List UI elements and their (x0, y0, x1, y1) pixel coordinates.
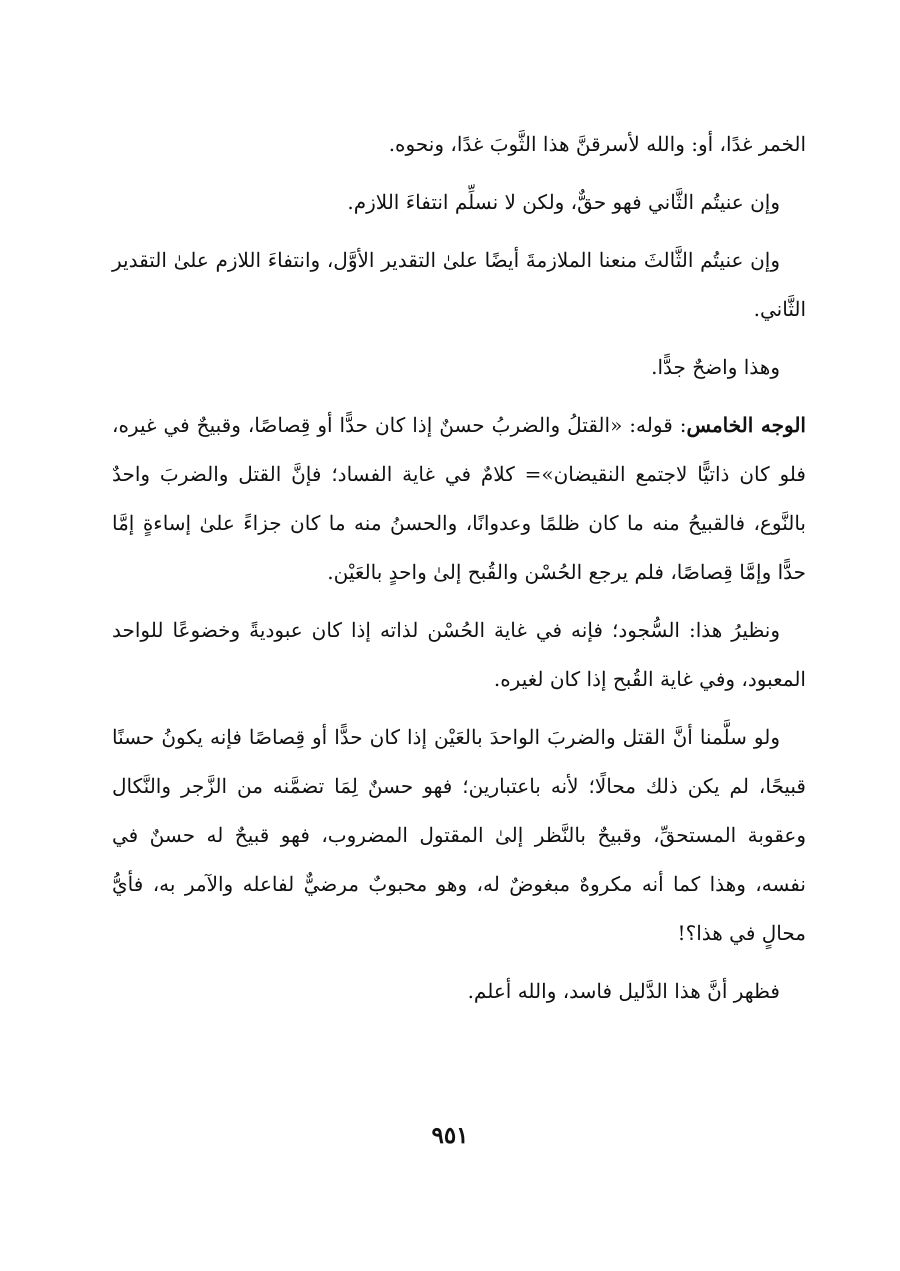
paragraph-text: فظهر أنَّ هذا الدَّليل فاسد، والله أعلم. (467, 979, 780, 1003)
paragraph-heading: الوجه الخامس (686, 413, 806, 437)
paragraph-text: وإن عنيتُم الثَّالثَ منعنا الملازمةَ أيضًا علىٰ التقدير الأوَّل، وانتفاءَ اللازم علىٰ التقدير الثَّاني. (112, 248, 806, 321)
paragraph-text: الخمر غدًا، أو: والله لأسرقنَّ هذا الثَّوبَ غدًا، ونحوه. (388, 132, 806, 156)
paragraph (112, 178, 806, 227)
paragraph (112, 713, 806, 958)
paragraph-text: وهذا واضحٌ جدًّا. (651, 355, 780, 379)
page-body (112, 120, 806, 1160)
paragraph (112, 343, 806, 392)
paragraph-text: ونظيرُ هذا: السُّجود؛ فإنه في غاية الحُسْن لذاته إذا كان عبوديةً وخضوعًا للواحد المعبود، وفي غاية القُبح إذا كان لغيره. (112, 618, 806, 691)
paragraph-conclusion (112, 967, 806, 1016)
paragraph-continuation (112, 120, 806, 169)
paragraph (112, 606, 806, 704)
page-number: ٩٥١ (431, 1122, 469, 1149)
paragraph-text: ولو سلَّمنا أنَّ القتل والضربَ الواحدَ بالعَيْن إذا كان حدًّا أو قِصاصًا فإنه يكونُ حسنًا قبيحًا، لم يكن ذلك محالًا؛ لأنه باعتبارين؛ فهو حسنٌ لِمَا تضمَّنه من الزَّجر والنَّكال وعقوبة المستحقِّ، وقبيحٌ بالنَّظر إلىٰ المقتول المضروب، فهو قبيحٌ له حسنٌ في نفسه، وهذا كما أنه مكروهٌ مبغوضٌ له، وهو محبوبٌ مرضيٌّ لفاعله والآمر به، فأيُّ محالٍ في هذا؟! (112, 725, 806, 945)
paragraph (112, 236, 806, 334)
paragraph-text: وإن عنيتُم الثَّاني فهو حقٌّ، ولكن لا نسلِّم انتفاءَ اللازم. (347, 190, 780, 214)
paragraph-text: : قوله: «القتلُ والضربُ حسنٌ إذا كان حدًّا أو قِصاصًا، وقبيحٌ في غيره، فلو كان ذاتيًّا لاجتمع النقيضان»= كلامٌ في غاية الفساد؛ فإنَّ القتل والضربَ واحدٌ بالنَّوع، فالقبيحُ منه ما كان ظلمًا وعدوانًا، والحسنُ منه ما كان جزاءً علىٰ إساءةٍ إمَّا حدًّا وإمَّا قِصاصًا، فلم يرجع الحُسْن والقُبح إلىٰ واحدٍ بالعَيْن. (112, 413, 806, 584)
paragraph-fifth-aspect (112, 401, 806, 597)
